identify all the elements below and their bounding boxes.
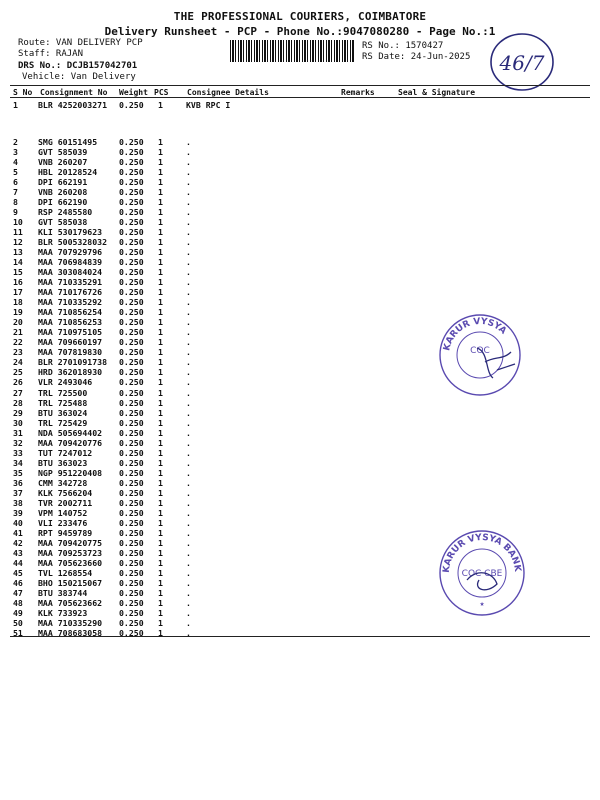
row-consignment-no: VNB 260208 [38, 187, 88, 198]
row-sno: 38 [13, 497, 23, 508]
row-consignee-details: . [186, 417, 191, 428]
row-weight: 0.250 [119, 567, 144, 578]
row-consignment-no: MAA 705623662 [38, 597, 103, 608]
row-weight: 0.250 [119, 517, 144, 528]
row-weight: 0.250 [119, 100, 144, 110]
row-consignment-no: MAA 710335292 [38, 297, 103, 308]
row-consignment-no: MAA 709660197 [38, 337, 103, 348]
row-consignee-details: . [186, 487, 191, 498]
row-sno: 26 [13, 377, 23, 388]
row-weight: 0.250 [119, 537, 144, 548]
row-sno: 34 [13, 457, 23, 468]
row-consignment-no: BLR 4252003271 [38, 100, 108, 110]
row-weight: 0.250 [119, 377, 144, 388]
row-sno: 14 [13, 257, 23, 268]
row-pcs: 1 [158, 457, 163, 468]
row-weight: 0.250 [119, 387, 144, 398]
row-consignee-details: . [186, 447, 191, 458]
row-pcs: 1 [158, 427, 163, 438]
row-consignee-details: . [186, 337, 191, 348]
row-weight: 0.250 [119, 597, 144, 608]
col-header-weight: Weight [119, 88, 148, 97]
row-consignment-no: RSP 2485580 [38, 207, 93, 218]
row-consignment-no: KLK 733923 [38, 607, 88, 618]
row-consignment-no: TUT 7247012 [38, 447, 93, 458]
row-pcs: 1 [158, 187, 163, 198]
row-pcs: 1 [158, 617, 163, 628]
row-consignment-no: TVR 2002711 [38, 497, 93, 508]
row-consignment-no: SMG 60151495 [38, 137, 98, 147]
row-sno: 50 [13, 617, 23, 628]
row-weight: 0.250 [119, 227, 144, 238]
row-sno: 39 [13, 507, 23, 518]
row-consignee-details: . [186, 427, 191, 438]
row-consignee-details: . [186, 507, 191, 518]
row-sno: 27 [13, 387, 23, 398]
row-consignee-details: . [186, 367, 191, 378]
stamp-ring-text: KARUR VYSYA BANK [441, 532, 523, 574]
row-pcs: 1 [158, 537, 163, 548]
row-consignee-details: . [186, 557, 191, 568]
row-consignee-details: . [186, 187, 191, 198]
row-consignee-details: . [186, 137, 191, 147]
row-consignment-no: MAA 710856254 [38, 307, 103, 318]
row-sno: 4 [13, 157, 18, 168]
row-sno: 22 [13, 337, 23, 348]
row-weight: 0.250 [119, 457, 144, 468]
row-consignment-no: VLR 2493046 [38, 377, 93, 388]
staff-label: Staff: RAJAN [18, 49, 84, 59]
row-sno: 15 [13, 267, 23, 278]
row-weight: 0.250 [119, 307, 144, 318]
row-consignment-no: GVT 585039 [38, 147, 88, 158]
row-consignee-details: . [186, 267, 191, 278]
row-consignee-details: . [186, 307, 191, 318]
row-consignee-details: . [186, 327, 191, 338]
row-consignment-no: BLR 5005328032 [38, 237, 108, 248]
col-header-signature: Seal & Signature [398, 88, 476, 97]
row-pcs: 1 [158, 607, 163, 618]
row-consignee-details: . [186, 547, 191, 558]
stamp-center-text: COC [470, 346, 490, 356]
row-consignee-details: . [186, 247, 191, 258]
row-consignment-no: VPM 140752 [38, 507, 88, 518]
row-weight: 0.250 [119, 507, 144, 518]
row-consignee-details: . [186, 197, 191, 208]
row-sno: 23 [13, 347, 23, 358]
row-sno: 19 [13, 307, 23, 318]
row-consignee-details: . [186, 217, 191, 228]
row-consignee-details: . [186, 297, 191, 308]
row-weight: 0.250 [119, 347, 144, 358]
row-pcs: 1 [158, 407, 163, 418]
row-consignee-details: . [186, 607, 191, 618]
row-consignment-no: MAA 706984839 [38, 257, 103, 268]
row-sno: 42 [13, 537, 23, 548]
row-pcs: 1 [158, 337, 163, 348]
row-sno: 30 [13, 417, 23, 428]
col-header-sno: S No [13, 88, 33, 97]
vehicle-label: Vehicle: Van Delivery [22, 72, 136, 82]
row-sno: 2 [13, 137, 18, 147]
row-pcs: 1 [158, 157, 163, 168]
row-pcs: 1 [158, 467, 163, 478]
row-weight: 0.250 [119, 257, 144, 268]
row-pcs: 1 [158, 177, 163, 188]
stamp-ring-text: KARUR VYSYA [442, 316, 508, 352]
row-consignee-details: . [186, 617, 191, 628]
row-consignment-no: TRL 725500 [38, 387, 88, 398]
row-sno: 37 [13, 487, 23, 498]
row-consignee-details: . [186, 437, 191, 448]
col-header-pcs: PCS [154, 88, 169, 97]
row-consignee-details: . [186, 237, 191, 248]
row-pcs: 1 [158, 267, 163, 278]
row-weight: 0.250 [119, 407, 144, 418]
row-consignment-no: BTU 383744 [38, 587, 88, 598]
row-weight: 0.250 [119, 287, 144, 298]
rs-number: RS No.: 1570427 [362, 41, 444, 51]
row-sno: 33 [13, 447, 23, 458]
handwritten-text: 46/7 [499, 51, 545, 75]
row-weight: 0.250 [119, 437, 144, 448]
row-consignee-details: . [186, 207, 191, 218]
row-sno: 11 [13, 227, 23, 238]
row-weight: 0.250 [119, 587, 144, 598]
row-consignee-details: . [186, 597, 191, 608]
row-pcs: 1 [158, 417, 163, 428]
row-weight: 0.250 [119, 607, 144, 618]
stamp-center-text: COC CBE [461, 569, 503, 579]
row-weight: 0.250 [119, 207, 144, 218]
row-weight: 0.250 [119, 397, 144, 408]
row-sno: 36 [13, 477, 23, 488]
row-sno: 8 [13, 197, 18, 208]
row-sno: 25 [13, 367, 23, 378]
row-weight: 0.250 [119, 147, 144, 158]
row-consignee-details: . [186, 567, 191, 578]
row-consignment-no: BTU 363023 [38, 457, 88, 468]
row-consignee-details: . [186, 147, 191, 158]
row-pcs: 1 [158, 567, 163, 578]
row-consignment-no: MAA 709420775 [38, 537, 103, 548]
row-pcs: 1 [158, 357, 163, 368]
row-sno: 20 [13, 317, 23, 328]
row-pcs: 1 [158, 597, 163, 608]
row-consignee-details: . [186, 317, 191, 328]
row-consignment-no: MAA 710856253 [38, 317, 103, 328]
row-sno: 28 [13, 397, 23, 408]
row-weight: 0.250 [119, 187, 144, 198]
row-consignee-details: . [186, 407, 191, 418]
row-consignee-details: . [186, 357, 191, 368]
row-weight: 0.250 [119, 577, 144, 588]
row-sno: 24 [13, 357, 23, 368]
row-sno: 35 [13, 467, 23, 478]
row-consignee-details: . [186, 227, 191, 238]
row-consignee-details: . [186, 577, 191, 588]
row-pcs: 1 [158, 477, 163, 488]
row-consignee-details: . [186, 287, 191, 298]
row-weight: 0.250 [119, 527, 144, 538]
row-sno: 1 [13, 100, 18, 110]
row-pcs: 1 [158, 497, 163, 508]
row-weight: 0.250 [119, 357, 144, 368]
row-consignment-no: KLK 7566204 [38, 487, 93, 498]
row-consignment-no: MAA 710975105 [38, 327, 103, 338]
row-consignee-details: . [186, 387, 191, 398]
row-pcs: 1 [158, 377, 163, 388]
row-sno: 12 [13, 237, 23, 248]
row-sno: 17 [13, 287, 23, 298]
row-weight: 0.250 [119, 327, 144, 338]
row-weight: 0.250 [119, 167, 144, 178]
row-consignee-details: . [186, 347, 191, 358]
row-weight: 0.250 [119, 177, 144, 188]
row-consignee-details: . [186, 477, 191, 488]
row-sno: 40 [13, 517, 23, 528]
rs-date: RS Date: 24-Jun-2025 [362, 52, 471, 62]
row-pcs: 1 [158, 397, 163, 408]
row-weight: 0.250 [119, 137, 144, 147]
row-pcs: 1 [158, 167, 163, 178]
row-consignment-no: NDA 505694402 [38, 427, 103, 438]
row-pcs: 1 [158, 347, 163, 358]
row-pcs: 1 [158, 307, 163, 318]
row-consignment-no: MAA 709253723 [38, 547, 103, 558]
row-pcs: 1 [158, 100, 163, 110]
row-weight: 0.250 [119, 247, 144, 258]
row-consignee-details: . [186, 457, 191, 468]
row-pcs: 1 [158, 577, 163, 588]
row-pcs: 1 [158, 517, 163, 528]
row-sno: 48 [13, 597, 23, 608]
row-sno: 41 [13, 527, 23, 538]
row-consignment-no: VNB 260207 [38, 157, 88, 168]
row-consignment-no: MAA 303084024 [38, 267, 103, 278]
row-weight: 0.250 [119, 447, 144, 458]
col-header-consignee: Consignee Details [187, 88, 269, 97]
row-consignee-details: . [186, 277, 191, 288]
row-pcs: 1 [158, 227, 163, 238]
stamp-star-icon: ★ [479, 599, 485, 608]
barcode [230, 40, 355, 62]
row-sno: 45 [13, 567, 23, 578]
row-pcs: 1 [158, 147, 163, 158]
col-header-consignment: Consignment No [40, 88, 108, 97]
row-consignment-no: NGP 951220408 [38, 467, 103, 478]
row-sno: 16 [13, 277, 23, 288]
row-sno: 44 [13, 557, 23, 568]
row-consignee-details: . [186, 467, 191, 478]
row-consignment-no: BTU 363024 [38, 407, 88, 418]
row-weight: 0.250 [119, 467, 144, 478]
row-consignment-no: MAA 710176726 [38, 287, 103, 298]
row-consignee-details: . [186, 497, 191, 508]
row-sno: 21 [13, 327, 23, 338]
row-sno: 31 [13, 427, 23, 438]
row-weight: 0.250 [119, 477, 144, 488]
header-top-rule [10, 85, 590, 86]
row-pcs: 1 [158, 587, 163, 598]
row-weight: 0.250 [119, 157, 144, 168]
row-weight: 0.250 [119, 547, 144, 558]
row-pcs: 1 [158, 317, 163, 328]
route-label: Route: VAN DELIVERY PCP [18, 38, 143, 48]
signature-scribble [477, 348, 515, 378]
row-pcs: 1 [158, 137, 163, 147]
table-bottom-rule [10, 636, 590, 637]
row-pcs: 1 [158, 327, 163, 338]
row-consignee-details: . [186, 177, 191, 188]
row-sno: 51 [13, 627, 23, 638]
row-consignee-details: . [186, 517, 191, 528]
row-consignment-no: HRD 362018930 [38, 367, 103, 378]
row-sno: 43 [13, 547, 23, 558]
row-pcs: 1 [158, 487, 163, 498]
row-consignment-no: RPT 9459789 [38, 527, 93, 538]
row-consignee-details: . [186, 167, 191, 178]
row-weight: 0.250 [119, 367, 144, 378]
row-weight: 0.250 [119, 487, 144, 498]
row-pcs: 1 [158, 197, 163, 208]
row-consignment-no: GVT 585038 [38, 217, 88, 228]
row-consignment-no: TRL 725429 [38, 417, 88, 428]
row-pcs: 1 [158, 437, 163, 448]
row-consignee-details: . [186, 397, 191, 408]
row-weight: 0.250 [119, 267, 144, 278]
row-weight: 0.250 [119, 297, 144, 308]
row-weight: 0.250 [119, 217, 144, 228]
row-sno: 13 [13, 247, 23, 258]
row-pcs: 1 [158, 247, 163, 258]
row-consignee-details: . [186, 587, 191, 598]
row-consignee-details: . [186, 527, 191, 538]
row-sno: 47 [13, 587, 23, 598]
row-weight: 0.250 [119, 617, 144, 628]
row-sno: 9 [13, 207, 18, 218]
header-bottom-rule [10, 97, 590, 98]
row-consignee-details: . [186, 257, 191, 268]
row-weight: 0.250 [119, 317, 144, 328]
row-consignee-details: KVB RPC I [186, 100, 231, 110]
row-weight: 0.250 [119, 277, 144, 288]
row-consignee-details: . [186, 157, 191, 168]
bank-seal-stamp-2 [437, 528, 527, 618]
page-title: THE PROFESSIONAL COURIERS, COIMBATORE [173, 10, 427, 23]
row-sno: 7 [13, 187, 18, 198]
row-weight: 0.250 [119, 427, 144, 438]
row-consignment-no: HBL 20128524 [38, 167, 98, 178]
row-consignment-no: TRL 725488 [38, 397, 88, 408]
row-sno: 32 [13, 437, 23, 448]
row-sno: 49 [13, 607, 23, 618]
row-pcs: 1 [158, 287, 163, 298]
row-sno: 6 [13, 177, 18, 188]
row-pcs: 1 [158, 557, 163, 568]
row-pcs: 1 [158, 387, 163, 398]
row-pcs: 1 [158, 297, 163, 308]
row-weight: 0.250 [119, 497, 144, 508]
row-consignment-no: MAA 710335291 [38, 277, 103, 288]
row-sno: 5 [13, 167, 18, 178]
row-pcs: 1 [158, 547, 163, 558]
row-pcs: 1 [158, 277, 163, 288]
row-weight: 0.250 [119, 197, 144, 208]
row-weight: 0.250 [119, 417, 144, 428]
row-pcs: 1 [158, 367, 163, 378]
row-consignment-no: BHO 150215067 [38, 577, 103, 588]
row-consignee-details: . [186, 537, 191, 548]
row-pcs: 1 [158, 217, 163, 228]
row-pcs: 1 [158, 507, 163, 518]
row-pcs: 1 [158, 257, 163, 268]
row-consignment-no: BLR 2701091738 [38, 357, 108, 368]
row-consignment-no: TVL 1268554 [38, 567, 93, 578]
row-consignee-details: . [186, 377, 191, 388]
row-consignment-no: CMM 342728 [38, 477, 88, 488]
row-consignee-details: . [186, 627, 191, 638]
row-consignment-no: MAA 710335290 [38, 617, 103, 628]
row-weight: 0.250 [119, 627, 144, 638]
row-sno: 3 [13, 147, 18, 158]
drs-number: DRS No.: DCJB157042701 [18, 61, 138, 71]
row-consignment-no: KLI 530179623 [38, 227, 103, 238]
runsheet-subtitle: Delivery Runsheet - PCP - Phone No.:9047080280 - Page No.:1 [104, 25, 496, 38]
bank-seal-stamp-1 [437, 312, 523, 398]
row-pcs: 1 [158, 627, 163, 638]
row-sno: 29 [13, 407, 23, 418]
col-header-remarks: Remarks [341, 88, 375, 97]
row-consignment-no: MAA 709420776 [38, 437, 103, 448]
row-weight: 0.250 [119, 337, 144, 348]
row-consignment-no: MAA 705623660 [38, 557, 103, 568]
row-consignment-no: VLI 233476 [38, 517, 88, 528]
row-pcs: 1 [158, 237, 163, 248]
row-pcs: 1 [158, 207, 163, 218]
row-weight: 0.250 [119, 557, 144, 568]
row-consignment-no: MAA 707819830 [38, 347, 103, 358]
row-consignment-no: MAA 707929796 [38, 247, 103, 258]
row-sno: 10 [13, 217, 23, 228]
row-consignment-no: DPI 662191 [38, 177, 88, 188]
row-pcs: 1 [158, 527, 163, 538]
row-weight: 0.250 [119, 237, 144, 248]
row-pcs: 1 [158, 447, 163, 458]
row-consignment-no: MAA 708683058 [38, 627, 103, 638]
row-sno: 46 [13, 577, 23, 588]
row-sno: 18 [13, 297, 23, 308]
row-consignment-no: DPI 662190 [38, 197, 88, 208]
